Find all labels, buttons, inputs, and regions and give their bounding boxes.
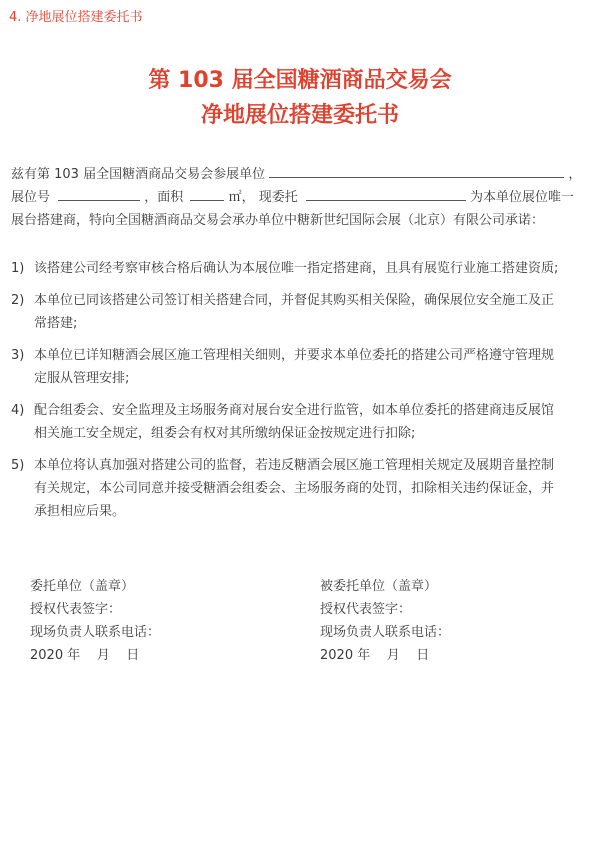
list-item-number: 4) [11, 403, 25, 418]
list-item-text: 定服从管理安排; [34, 371, 130, 386]
principal-entity-label: 委托单位（盖章） [30, 579, 135, 594]
agent-rep-label: 授权代表签字： [320, 602, 412, 617]
intro-line-3: 展台搭建商，特向全国糖酒商品交易会承办单位中糖新世纪国际会展（北京）有限公司承诺： [11, 213, 545, 228]
list-item-text: 常搭建; [34, 316, 78, 331]
list-item-number: 3) [11, 348, 25, 363]
list-item [11, 257, 591, 280]
list-item-text: 配合组委会、安全监理及主场服务商对展台安全进行监管，如本单位委托的搭建商违反展馆 [34, 403, 555, 418]
agent-date: 2020 年 月 日 [320, 648, 430, 663]
list-item-text: 本单位已同该搭建公司签订相关搭建合同，并督促其购买相关保险，确保展位安全施工及正 [34, 293, 555, 308]
builder-name-blank[interactable] [306, 186, 466, 201]
exhibitor-name-blank[interactable] [269, 163, 564, 178]
list-item-text: 承担相应后果。 [34, 504, 126, 519]
list-item [11, 344, 591, 390]
document-title-line-2: 净地展位搭建委托书 [200, 103, 399, 128]
principal-rep-label: 授权代表签字： [30, 602, 122, 617]
list-item [11, 454, 591, 523]
section-label: 4. 净地展位搭建委托书 [9, 10, 143, 25]
area-unit-entrust-label: ㎡， 现委托 [228, 190, 298, 205]
document-title-line-1: 第 103 届全国糖酒商品交易会 [148, 68, 452, 93]
intro-comma: ， [568, 167, 582, 182]
commitment-list [11, 257, 591, 532]
intro-text: 兹有第 103 届全国糖酒商品交易会参展单位 [11, 167, 266, 182]
booth-no-blank[interactable] [58, 186, 140, 201]
list-item-text: 本单位将认真加强对搭建公司的监督，若违反糖酒会展区施工管理相关规定及展期音量控制 [34, 458, 555, 473]
principal-date: 2020 年 月 日 [30, 648, 140, 663]
agent-entity-label: 被委托单位（盖章） [320, 579, 438, 594]
area-label: ，面积 [144, 190, 184, 205]
signature-block-agent [320, 575, 450, 667]
agent-contact-label: 现场负责人联系电话： [320, 625, 451, 640]
intro-paragraph [11, 163, 591, 232]
list-item [11, 399, 591, 445]
area-blank[interactable] [190, 186, 224, 201]
intro-line-1 [11, 163, 591, 186]
list-item-text: 该搭建公司经考察审核合格后确认为本展位唯一指定搭建商，且具有展览行业施工搭建资质; [34, 261, 559, 276]
list-item-number: 1) [11, 261, 25, 276]
list-item-text: 相关施工安全规定，组委会有权对其所缴纳保证金按规定进行扣除; [34, 426, 416, 441]
list-item-number: 2) [11, 293, 25, 308]
intro-line-2 [11, 186, 591, 209]
list-item-text: 有关规定，本公司同意并接受糖酒会组委会、主场服务商的处罚，扣除相关违约保证金，并 [34, 481, 555, 496]
booth-no-label: 展位号 [11, 190, 51, 205]
list-item [11, 289, 591, 335]
signature-block-principal [30, 575, 160, 667]
list-item-text: 本单位已详知糖酒会展区施工管理相关细则，并要求本单位委托的搭建公司严格遵守管理规 [34, 348, 555, 363]
principal-contact-label: 现场负责人联系电话： [30, 625, 161, 640]
intro-tail: 为本单位展位唯一 [470, 190, 575, 205]
list-item-number: 5) [11, 458, 25, 473]
